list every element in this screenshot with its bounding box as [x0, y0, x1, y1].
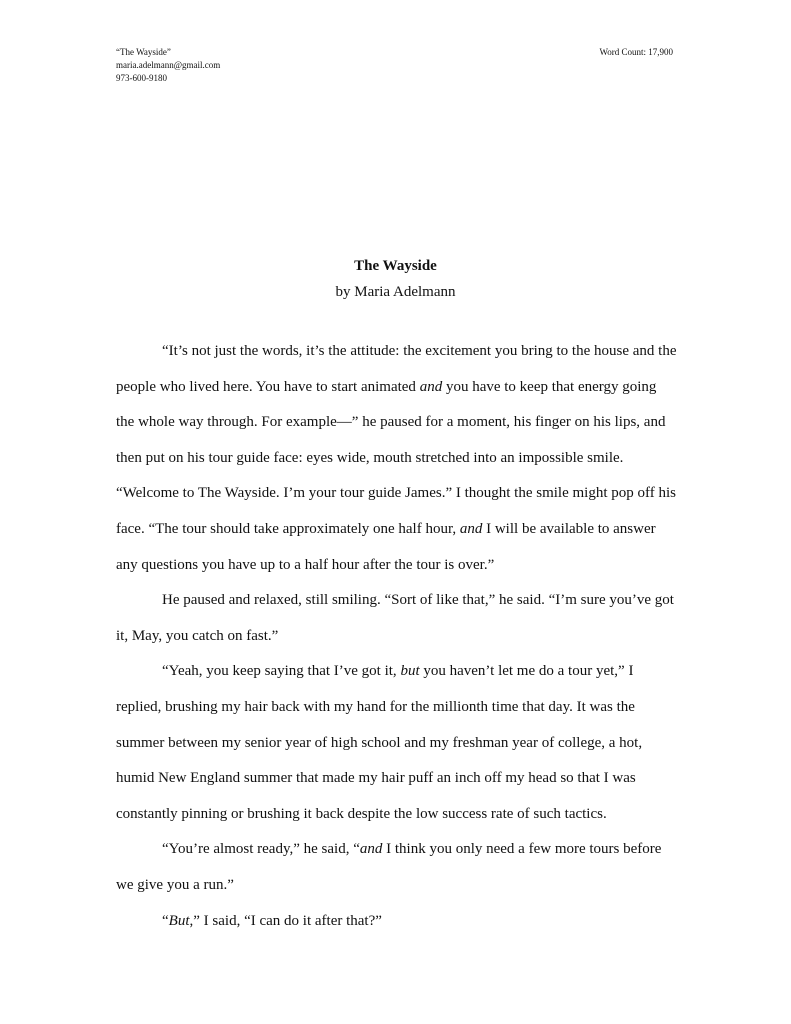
story-paragraph: [116, 832, 678, 903]
italic-text: and: [419, 378, 443, 395]
header-email: maria.adelmann@gmail.com: [116, 60, 221, 70]
header-word-count: Word Count: 17,900: [599, 47, 673, 57]
paragraph-text: you haven’t let me do a tour yet,” I replied, brushing my hair back with my hand for the millionth time that day. It was the summer between my senior year of high school and my freshman year of college, a hot, humid New England summer that made my hair puff an inch off my head so that I was constantly pinning or brushing it back despite the low success rate of such tactics.: [116, 663, 643, 822]
paragraph-text: “Yeah, you keep saying that I’ve got it,: [162, 663, 401, 680]
document-title: The Wayside: [354, 258, 437, 274]
paragraph-text: I think you only need a few more tours before we give you a run.”: [116, 841, 662, 893]
story-paragraph: [116, 583, 678, 654]
paragraph-text: He paused and relaxed, still smiling. “Sort of like that,” he said. “I’m sure you’ve got it, May, you catch on fast.”: [116, 592, 674, 644]
paragraph-text: you have to keep that energy going the whole way through. For example—” he paused for a moment, his finger on his lips, and then put on his tour guide face: eyes wide, mouth stretched into an impossible smile. “Welcome to The Wayside. I’m your tour guide James.” I thought the smile might pop off his face. “The tour should take approximately one half hour,: [116, 378, 676, 537]
paragraph-text: ,” I said, “I can do it after that?”: [189, 912, 382, 929]
italic-text: but: [400, 663, 420, 680]
paragraph-text: “It’s not just the words, it’s the attitude: the excitement you bring to the house and the people who lived here. You have to start animated: [116, 343, 677, 395]
paragraph-text: “You’re almost ready,” he said, “: [162, 841, 360, 858]
document-byline: by Maria Adelmann: [335, 284, 456, 300]
header-story-title: “The Wayside”: [116, 47, 171, 57]
paragraph-text: “: [162, 912, 169, 929]
italic-text: and: [459, 520, 483, 537]
header-contact-block: [116, 46, 220, 85]
paragraph-text: I will be available to answer any questions you have up to a half hour after the tour is over.”: [116, 520, 656, 573]
story-paragraph: [116, 904, 678, 940]
story-paragraph: [116, 654, 678, 832]
story-paragraph: [116, 334, 678, 583]
story-body: [116, 334, 678, 939]
italic-text: and: [359, 841, 383, 858]
italic-text: But: [168, 912, 190, 929]
header-phone: 973-600-9180: [116, 73, 167, 83]
